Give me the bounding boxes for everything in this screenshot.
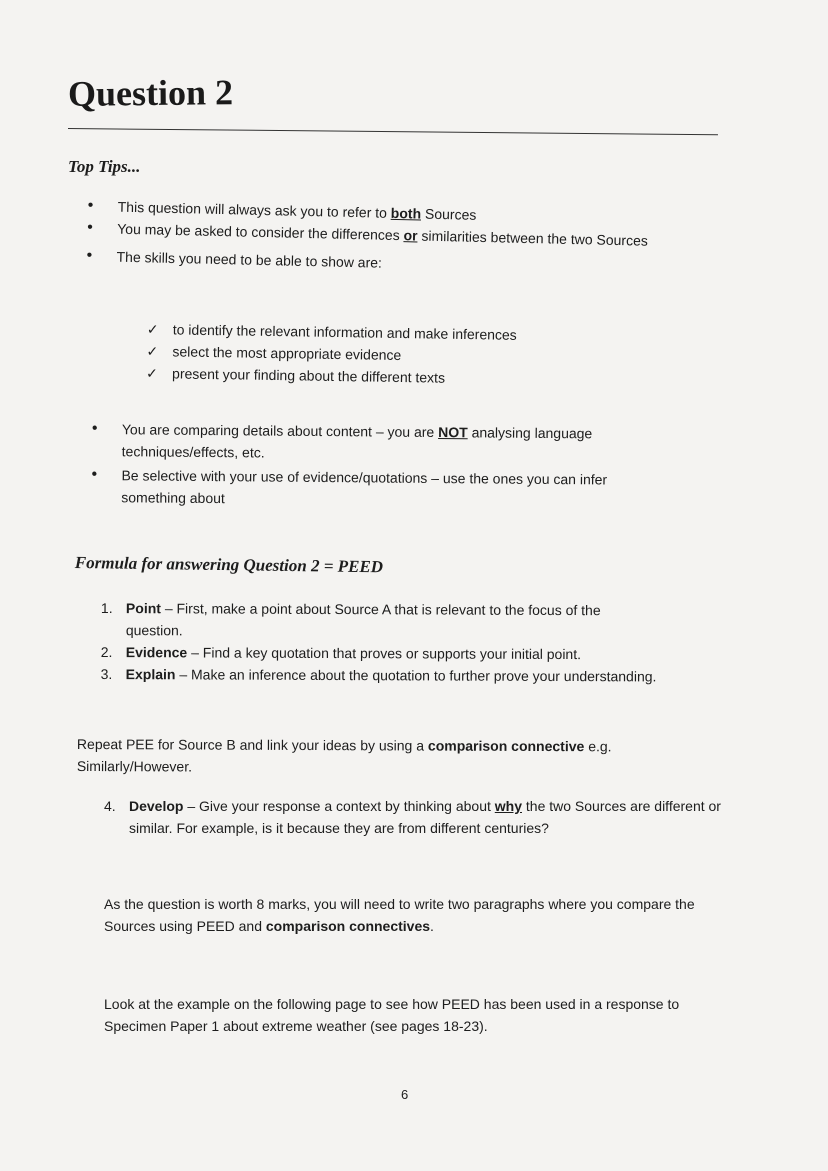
check-icon: ✓ <box>146 320 159 338</box>
step-item: 1. Point – First, make a point about Source A that is relevant to the focus of the question. <box>100 600 601 639</box>
tips-heading: Top Tips... <box>68 157 141 176</box>
tips-list <box>86 195 667 280</box>
formula-heading: Formula for answering Question 2 = PEED <box>74 553 384 577</box>
repeat-note: Repeat PEE for Source B and link your ideas by using a comparison connective e.g. Similarly/However. <box>76 736 612 775</box>
tip-item: • Be selective with your use of evidence/quotations – use the ones you can infer something about <box>91 464 661 513</box>
tip-item: • You are comparing details about content – you are NOT analysing language techniques/effects, etc. <box>92 418 662 467</box>
step-item: 3. Explain – Make an inference about the quotation to further prove your understanding. <box>100 665 657 685</box>
tip-item: • This question will always ask you to refer to both Sources <box>88 195 668 230</box>
check-icon: ✓ <box>146 364 158 382</box>
skills-list <box>146 318 627 392</box>
skill-item: ✓ select the most appropriate evidence <box>146 340 626 370</box>
example-note: Look at the example on the following page to see how PEED has been used in a response to Specimen Paper 1 about extreme weather (see pages 18-23). <box>104 996 680 1034</box>
peed-steps <box>101 597 661 687</box>
page-number: 6 <box>401 1087 409 1102</box>
page-title: Question 2 <box>67 72 234 114</box>
skill-item: ✓ to identify the relevant information and make inferences <box>147 318 627 348</box>
title-divider <box>68 128 718 135</box>
step-item: 4. Develop – Give your response a context by thinking about why the two Sources are different or similar. For example, is it because they are from different centuries? <box>104 798 721 836</box>
skill-item: ✓ present your finding about the different texts <box>146 362 626 392</box>
marks-note: As the question is worth 8 marks, you will need to write two paragraphs where you compare the Sources using PEED and comparison connectives. <box>104 896 695 934</box>
tip-item: • You may be asked to consider the differences or similarities between the two Sources <box>87 217 667 252</box>
develop-step <box>104 795 724 839</box>
tips-list-2 <box>91 418 662 513</box>
step-item: 2. Evidence – Find a key quotation that proves or supports your initial point. <box>100 643 582 663</box>
check-icon: ✓ <box>146 342 159 360</box>
tip-item: • The skills you need to be able to show are: <box>86 245 666 280</box>
